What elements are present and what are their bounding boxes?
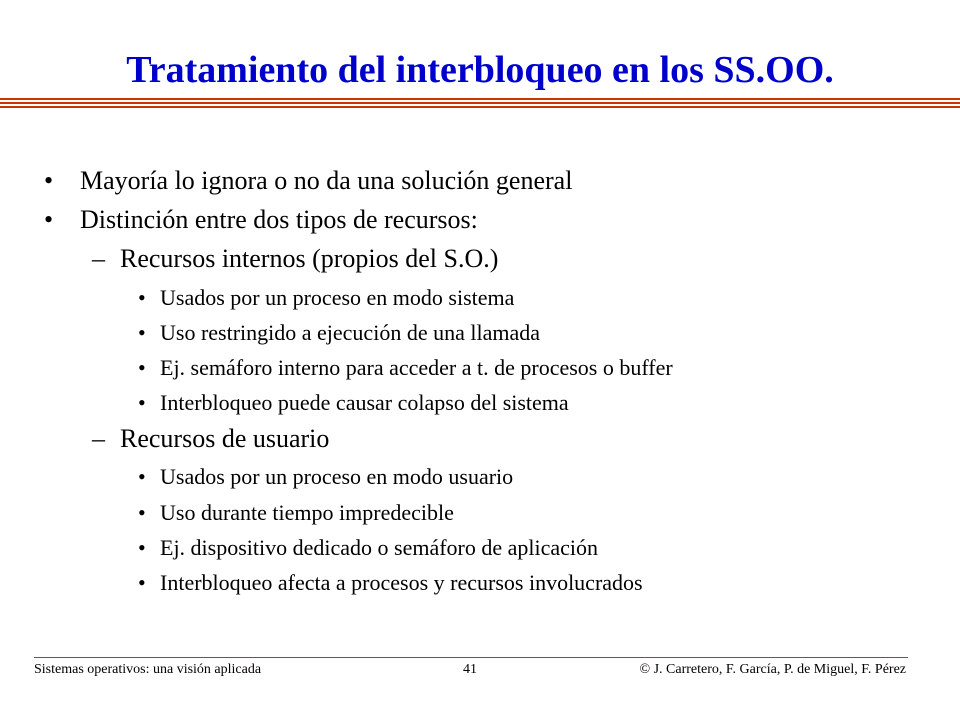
- bullet-text: Uso durante tiempo impredecible: [160, 500, 454, 525]
- bullet-marker: •: [138, 320, 146, 345]
- slide-title: Tratamiento del interbloqueo en los SS.OO.: [126, 49, 834, 91]
- sub-bullet-item: [92, 244, 499, 274]
- dash-marker: –: [92, 424, 105, 453]
- bullet-marker: •: [138, 535, 146, 560]
- bullet-text: Usados por un proceso en modo usuario: [160, 464, 514, 489]
- sub-sub-bullet-item: [138, 285, 515, 311]
- sub-sub-bullet-item: [138, 535, 599, 561]
- bullet-text: Uso restringido a ejecución de una llamada: [160, 320, 540, 345]
- footer-divider: [34, 657, 908, 658]
- bullet-marker: •: [44, 205, 54, 234]
- sub-sub-bullet-item: [138, 320, 540, 346]
- bullet-marker: •: [138, 390, 146, 415]
- bullet-marker: •: [44, 166, 54, 195]
- bullet-marker: •: [138, 285, 146, 310]
- sub-sub-bullet-item: [138, 570, 643, 596]
- bullet-item: [44, 205, 478, 235]
- bullet-marker: •: [138, 464, 146, 489]
- bullet-item: [44, 166, 573, 196]
- bullet-text: Recursos de usuario: [120, 424, 330, 453]
- sub-sub-bullet-item: [138, 500, 454, 526]
- footer-book-title: Sistemas operativos: una visión aplicada: [34, 662, 262, 677]
- sub-sub-bullet-item: [138, 390, 569, 416]
- bullet-marker: •: [138, 355, 146, 380]
- bullet-marker: •: [138, 500, 146, 525]
- dash-marker: –: [92, 244, 105, 273]
- bullet-text: Distinción entre dos tipos de recursos:: [80, 205, 478, 234]
- footer-copyright: © J. Carretero, F. García, P. de Miguel, F. Pérez: [639, 662, 906, 677]
- bullet-text: Mayoría lo ignora o no da una solución general: [80, 166, 573, 195]
- sub-bullet-item: [92, 424, 330, 454]
- bullet-text: Recursos internos (propios del S.O.): [120, 244, 499, 273]
- bullet-text: Ej. dispositivo dedicado o semáforo de aplicación: [160, 535, 599, 560]
- bullet-text: Interbloqueo puede causar colapso del sistema: [160, 390, 569, 415]
- page-number: 41: [463, 662, 477, 677]
- bullet-text: Usados por un proceso en modo sistema: [160, 285, 515, 310]
- sub-sub-bullet-item: [138, 355, 673, 381]
- bullet-text: Interbloqueo afecta a procesos y recursos involucrados: [160, 570, 643, 595]
- bullet-text: Ej. semáforo interno para acceder a t. de procesos o buffer: [160, 355, 673, 380]
- bullet-marker: •: [138, 570, 146, 595]
- sub-sub-bullet-item: [138, 464, 514, 490]
